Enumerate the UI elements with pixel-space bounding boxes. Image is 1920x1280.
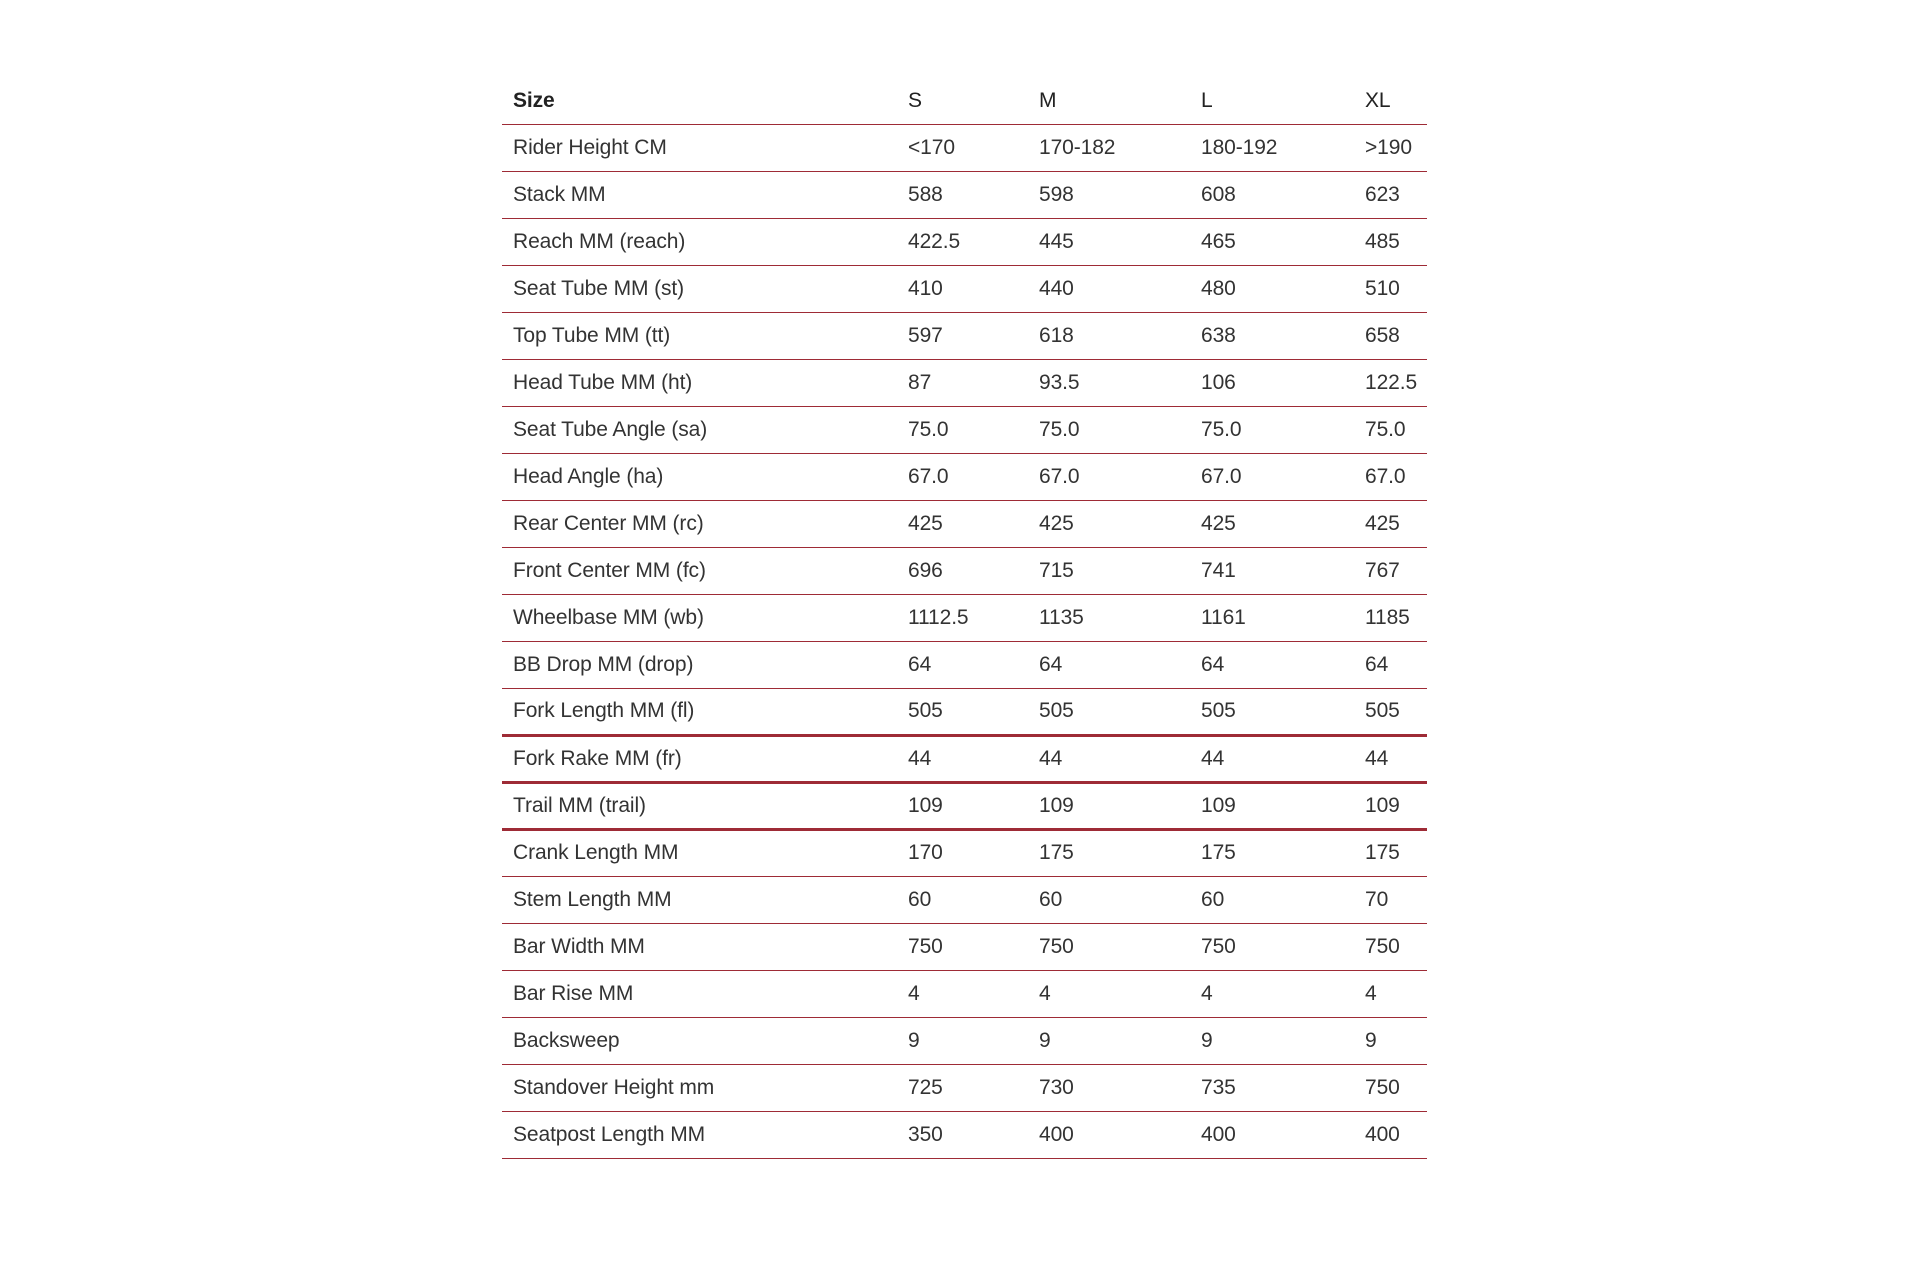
value-cell: 505	[1365, 688, 1427, 735]
value-cell: 480	[1201, 265, 1365, 312]
row-label: Stack MM	[502, 171, 908, 218]
value-cell: 658	[1365, 312, 1427, 359]
value-cell: 505	[908, 688, 1039, 735]
value-cell: 106	[1201, 359, 1365, 406]
value-cell: <170	[908, 124, 1039, 171]
value-cell: 60	[908, 876, 1039, 923]
row-label: Top Tube MM (tt)	[502, 312, 908, 359]
table-body	[502, 124, 1427, 1158]
table-row	[502, 923, 1427, 970]
value-cell: 175	[1201, 829, 1365, 876]
value-cell: 638	[1201, 312, 1365, 359]
value-cell: 4	[1039, 970, 1201, 1017]
header-row	[502, 75, 1427, 124]
value-cell: 735	[1201, 1064, 1365, 1111]
table-row	[502, 265, 1427, 312]
value-cell: 93.5	[1039, 359, 1201, 406]
value-cell: 44	[1039, 735, 1201, 782]
value-cell: 4	[1201, 970, 1365, 1017]
row-label: Crank Length MM	[502, 829, 908, 876]
value-cell: 425	[908, 500, 1039, 547]
value-cell: 109	[908, 782, 1039, 829]
value-cell: 67.0	[1365, 453, 1427, 500]
geometry-table-container	[502, 75, 1427, 1159]
header-size-s: S	[908, 75, 1039, 124]
value-cell: 175	[1365, 829, 1427, 876]
value-cell: 597	[908, 312, 1039, 359]
value-cell: 750	[1365, 1064, 1427, 1111]
row-label: Wheelbase MM (wb)	[502, 594, 908, 641]
table-row	[502, 500, 1427, 547]
geometry-table	[502, 75, 1427, 1159]
table-row	[502, 359, 1427, 406]
value-cell: 60	[1201, 876, 1365, 923]
row-label: Backsweep	[502, 1017, 908, 1064]
value-cell: 741	[1201, 547, 1365, 594]
header-size-l: L	[1201, 75, 1365, 124]
row-label: Head Angle (ha)	[502, 453, 908, 500]
value-cell: 730	[1039, 1064, 1201, 1111]
table-row	[502, 453, 1427, 500]
row-label: Stem Length MM	[502, 876, 908, 923]
row-label: BB Drop MM (drop)	[502, 641, 908, 688]
value-cell: 64	[1201, 641, 1365, 688]
value-cell: 750	[908, 923, 1039, 970]
value-cell: 64	[908, 641, 1039, 688]
value-cell: 750	[1201, 923, 1365, 970]
value-cell: 44	[908, 735, 1039, 782]
table-row	[502, 782, 1427, 829]
value-cell: 750	[1365, 923, 1427, 970]
value-cell: 425	[1365, 500, 1427, 547]
table-row	[502, 829, 1427, 876]
row-label: Rider Height CM	[502, 124, 908, 171]
value-cell: 1135	[1039, 594, 1201, 641]
row-label: Bar Rise MM	[502, 970, 908, 1017]
value-cell: 67.0	[1201, 453, 1365, 500]
value-cell: 109	[1201, 782, 1365, 829]
header-size-m: M	[1039, 75, 1201, 124]
value-cell: 64	[1039, 641, 1201, 688]
value-cell: 608	[1201, 171, 1365, 218]
value-cell: 623	[1365, 171, 1427, 218]
value-cell: 715	[1039, 547, 1201, 594]
value-cell: 425	[1201, 500, 1365, 547]
row-label: Head Tube MM (ht)	[502, 359, 908, 406]
table-row	[502, 171, 1427, 218]
value-cell: 422.5	[908, 218, 1039, 265]
value-cell: 485	[1365, 218, 1427, 265]
table-row	[502, 312, 1427, 359]
value-cell: 75.0	[1201, 406, 1365, 453]
value-cell: 75.0	[1039, 406, 1201, 453]
table-row	[502, 1017, 1427, 1064]
value-cell: 4	[908, 970, 1039, 1017]
value-cell: 425	[1039, 500, 1201, 547]
value-cell: 180-192	[1201, 124, 1365, 171]
value-cell: 588	[908, 171, 1039, 218]
value-cell: 510	[1365, 265, 1427, 312]
table-row	[502, 970, 1427, 1017]
value-cell: 67.0	[908, 453, 1039, 500]
value-cell: 9	[908, 1017, 1039, 1064]
value-cell: >190	[1365, 124, 1427, 171]
value-cell: 505	[1039, 688, 1201, 735]
value-cell: 87	[908, 359, 1039, 406]
row-label: Front Center MM (fc)	[502, 547, 908, 594]
value-cell: 440	[1039, 265, 1201, 312]
value-cell: 170-182	[1039, 124, 1201, 171]
value-cell: 445	[1039, 218, 1201, 265]
value-cell: 175	[1039, 829, 1201, 876]
value-cell: 70	[1365, 876, 1427, 923]
value-cell: 400	[1039, 1111, 1201, 1158]
value-cell: 9	[1039, 1017, 1201, 1064]
row-label: Fork Rake MM (fr)	[502, 735, 908, 782]
value-cell: 465	[1201, 218, 1365, 265]
table-row	[502, 1064, 1427, 1111]
value-cell: 67.0	[1039, 453, 1201, 500]
value-cell: 60	[1039, 876, 1201, 923]
value-cell: 122.5	[1365, 359, 1427, 406]
value-cell: 75.0	[1365, 406, 1427, 453]
table-row	[502, 735, 1427, 782]
value-cell: 1185	[1365, 594, 1427, 641]
row-label: Rear Center MM (rc)	[502, 500, 908, 547]
value-cell: 400	[1201, 1111, 1365, 1158]
row-label: Seat Tube Angle (sa)	[502, 406, 908, 453]
value-cell: 400	[1365, 1111, 1427, 1158]
value-cell: 750	[1039, 923, 1201, 970]
table-row	[502, 876, 1427, 923]
row-label: Seat Tube MM (st)	[502, 265, 908, 312]
value-cell: 618	[1039, 312, 1201, 359]
value-cell: 350	[908, 1111, 1039, 1158]
table-row	[502, 594, 1427, 641]
value-cell: 1161	[1201, 594, 1365, 641]
value-cell: 44	[1201, 735, 1365, 782]
row-label: Reach MM (reach)	[502, 218, 908, 265]
table-row	[502, 124, 1427, 171]
table-row	[502, 218, 1427, 265]
value-cell: 767	[1365, 547, 1427, 594]
row-label: Bar Width MM	[502, 923, 908, 970]
value-cell: 1112.5	[908, 594, 1039, 641]
value-cell: 696	[908, 547, 1039, 594]
table-row	[502, 406, 1427, 453]
row-label: Fork Length MM (fl)	[502, 688, 908, 735]
table-row	[502, 641, 1427, 688]
table-row	[502, 1111, 1427, 1158]
row-label: Trail MM (trail)	[502, 782, 908, 829]
header-size-xl: XL	[1365, 75, 1427, 124]
value-cell: 505	[1201, 688, 1365, 735]
value-cell: 410	[908, 265, 1039, 312]
value-cell: 725	[908, 1064, 1039, 1111]
table-row	[502, 547, 1427, 594]
table-row	[502, 688, 1427, 735]
value-cell: 64	[1365, 641, 1427, 688]
value-cell: 44	[1365, 735, 1427, 782]
table-header	[502, 75, 1427, 124]
value-cell: 4	[1365, 970, 1427, 1017]
value-cell: 9	[1365, 1017, 1427, 1064]
value-cell: 9	[1201, 1017, 1365, 1064]
row-label: Seatpost Length MM	[502, 1111, 908, 1158]
value-cell: 109	[1365, 782, 1427, 829]
value-cell: 75.0	[908, 406, 1039, 453]
header-size: Size	[502, 75, 908, 124]
value-cell: 170	[908, 829, 1039, 876]
value-cell: 109	[1039, 782, 1201, 829]
value-cell: 598	[1039, 171, 1201, 218]
row-label: Standover Height mm	[502, 1064, 908, 1111]
